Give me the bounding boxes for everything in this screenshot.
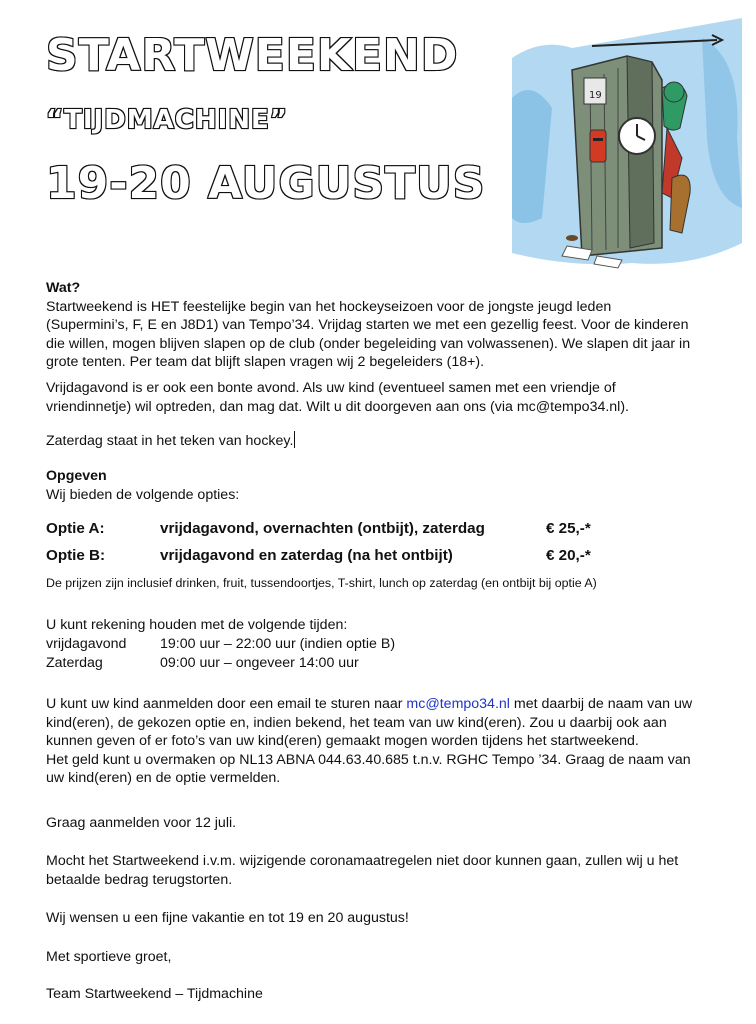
signup-line: kind(eren), de gekozen optie en, indien bekend, het team van uw kind(eren). Zou u daarbij ook aan (46, 714, 667, 731)
title-startweekend: STARTWEEKEND (46, 30, 459, 81)
section-wat (46, 279, 746, 372)
wat-line: (Supermini’s, F, E en J8D1) van Tempo’34. Vrijdag starten we met een gezellig feest. Voor de kinderen (46, 317, 689, 333)
section-opgeven (46, 467, 746, 504)
friday-line: vriendinnetje) wil optreden, dan mag dat. Wilt u dit doorgeven aan ons (via mc@tempo34.nl). (46, 398, 629, 415)
times-day: vrijdagavond (46, 636, 127, 652)
email-link[interactable]: mc@tempo34.nl (406, 696, 510, 712)
price-note: De prijzen zijn inclusief drinken, fruit, tussendoortjes, T-shirt, lunch op zaterdag (en ontbijt bij optie A) (46, 576, 597, 590)
wat-line: grote tenten. Per team dat blijft slapen vragen wij 2 begeleiders (18+). (46, 354, 485, 370)
text-cursor (294, 431, 295, 448)
time-machine-illustration (512, 18, 742, 288)
times-intro: U kunt rekening houden met de volgende tijden: (46, 617, 348, 633)
wish-text: Wij wensen u een fijne vakantie en tot 19 en 20 augustus! (46, 910, 409, 926)
saturday-paragraph (46, 431, 746, 451)
wat-heading: Wat? (46, 280, 81, 296)
times-time: 19:00 uur – 22:00 uur (indien optie B) (160, 636, 396, 652)
signup-line: Het geld kunt u overmaken op NL13 ABNA 044.63.40.685 t.n.v. RGHC Tempo ’34. Graag de naam van (46, 751, 691, 768)
door-sign-number: 19 (589, 90, 602, 101)
greeting-text: Met sportieve groet, (46, 949, 172, 965)
section-signup (46, 695, 746, 788)
signup-line: kunnen geven of er foto’s van uw kind(eren) gemaakt mogen worden tijdens het startweekend. (46, 733, 639, 749)
deadline-text: Graag aanmelden voor 12 juli. (46, 815, 237, 831)
wat-line: Startweekend is HET feestelijke begin van het hockeyseizoen voor de jongste jeugd leden (46, 298, 612, 315)
option-description: vrijdagavond en zaterdag (na het ontbijt) (160, 547, 453, 564)
subtitle-tijdmachine: “TIJDMACHINE” (46, 105, 288, 135)
saturday-text: Zaterdag staat in het teken van hockey. (46, 433, 294, 449)
option-label: Optie A: (46, 520, 105, 537)
title-date: 19-20 AUGUSTUS (46, 158, 486, 209)
section-corona (46, 852, 746, 889)
option-price: € 20,-* (546, 547, 591, 564)
signup-line: uw kind(eren) en de optie vermelden. (46, 770, 281, 786)
option-description: vrijdagavond, overnachten (ontbijt), zaterdag (160, 520, 485, 537)
section-friday (46, 379, 746, 416)
signature-text: Team Startweekend – Tijdmachine (46, 986, 263, 1002)
wat-line: die willen, mogen blijven slapen op de club (onder begeleiding van volwassenen). We slapen dit jaar in (46, 335, 691, 352)
corona-line: Mocht het Startweekend i.v.m. wijzigende coronamaatregelen niet door kunnen gaan, zullen wij u het (46, 853, 679, 869)
times-day: Zaterdag (46, 655, 103, 671)
times-time: 09:00 uur – ongeveer 14:00 uur (160, 655, 359, 671)
opgeven-intro: Wij bieden de volgende opties: (46, 486, 240, 503)
signup-line (46, 695, 746, 714)
corona-line: betaalde bedrag terugstorten. (46, 871, 233, 888)
option-price: € 25,-* (546, 520, 591, 537)
signup-text: met daarbij de naam van uw (509, 696, 693, 712)
friday-line: Vrijdagavond is er ook een bonte avond. Als uw kind (eventueel samen met een vriendje of (46, 380, 616, 396)
signup-text: U kunt uw kind aanmelden door een email te sturen naar (46, 696, 407, 712)
opgeven-heading: Opgeven (46, 468, 107, 484)
option-label: Optie B: (46, 547, 106, 564)
